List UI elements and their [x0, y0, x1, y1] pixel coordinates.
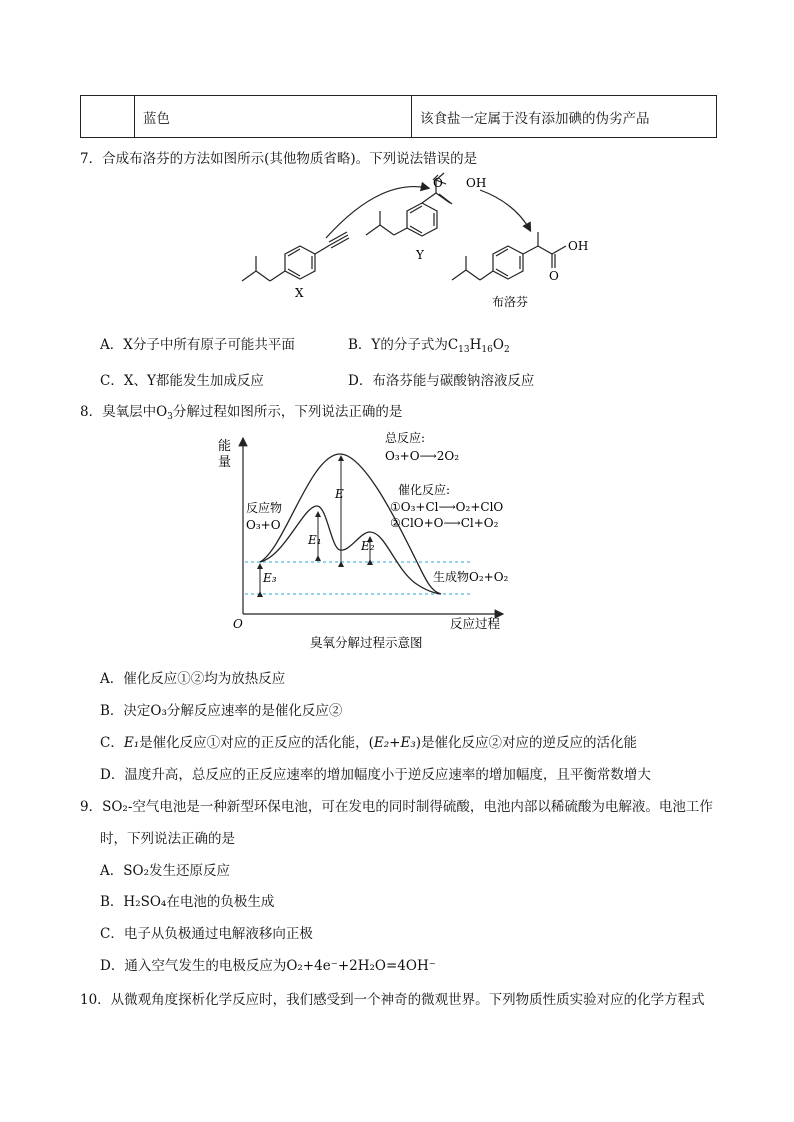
- q9-stem-line2: 时，下列说法正确的是: [100, 831, 235, 847]
- table-cell-color: 蓝色: [135, 96, 412, 138]
- q8-option-d[interactable]: D．温度升高，总反应的正反应速率的增加幅度小于逆反应速率的增加幅度，且平衡常数增大: [100, 767, 651, 783]
- y-axis-label-1: 能: [218, 439, 232, 454]
- q9-option-a[interactable]: A．SO₂发生还原反应: [100, 863, 230, 879]
- total-reaction-equation: O₃+O⟶2O₂: [385, 449, 460, 463]
- diagram-caption: 臭氧分解过程示意图: [310, 635, 423, 650]
- catalytic-reaction-title: 催化反应:: [398, 483, 451, 497]
- q8-option-a[interactable]: A．催化反应①②均为放热反应: [100, 671, 286, 687]
- product-label: 生成物O₂+O₂: [433, 570, 509, 584]
- x-axis-label: 反应过程: [450, 616, 501, 631]
- q7-label-oh1: OH: [466, 176, 487, 190]
- q7-option-a[interactable]: A．X分子中所有原子可能共平面: [100, 337, 295, 353]
- q9-option-d[interactable]: D．通入空气发生的电极反应为O₂+4e⁻+2H₂O=4OH⁻: [100, 958, 436, 974]
- q8-stem: 8．臭氧层中$O_3$分解过程如图所示，下列说法正确的是: [80, 404, 403, 422]
- q7-synthesis-diagram: [230, 168, 610, 318]
- table-cell-conclusion: 该食盐一定属于没有添加碘的伪劣产品: [412, 96, 717, 138]
- q7-label-x: X: [295, 286, 304, 300]
- e-label: E: [335, 487, 344, 501]
- q10-stem: 10．从微观角度探析化学反应时，我们感受到一个神奇的微观世界。下列物质性质实验对应的化学方程式: [80, 992, 705, 1008]
- table-row: [81, 96, 717, 138]
- q7-label-y: Y: [416, 248, 424, 262]
- e3-label: E₃: [263, 571, 277, 585]
- molecule-x: [242, 232, 349, 281]
- q7-option-b[interactable]: B．Y的分子式为$C_{13}H_{16}O_2$: [348, 337, 510, 355]
- q9-option-b[interactable]: B．H₂SO₄在电池的负极生成: [100, 894, 275, 910]
- q7-label-ibuprofen: 布洛芬: [492, 295, 529, 309]
- reactant-label-1: 反应物: [246, 501, 283, 515]
- q7-option-c[interactable]: C．X、Y都能发生加成反应: [100, 373, 264, 389]
- reactant-label-2: O₃+O: [246, 518, 281, 532]
- q7-stem: 7．合成布洛芬的方法如图所示(其他物质省略)。下列说法错误的是: [80, 151, 478, 167]
- q7-label-oxy2: O: [549, 269, 559, 283]
- catalytic-reaction-1: ①O₃+Cl⟶O₂+ClO: [390, 500, 504, 514]
- e2-label: E₂: [361, 539, 375, 553]
- catalytic-reaction-2: ②ClO+O⟶Cl+O₂: [390, 516, 499, 530]
- q8-energy-diagram: [215, 428, 515, 653]
- q8-option-b[interactable]: B．决定O₃分解反应速率的是催化反应②: [100, 703, 343, 719]
- answer-table: [80, 95, 717, 138]
- table-cell-empty: [81, 96, 135, 138]
- q7-label-oxy1: O: [433, 176, 443, 190]
- q7-option-d[interactable]: D．布洛芬能与碳酸钠溶液反应: [348, 373, 535, 389]
- q7-label-oh2: OH: [568, 239, 589, 253]
- e1-label: E₁: [308, 533, 322, 547]
- q9-option-c[interactable]: C．电子从负极通过电解液移向正极: [100, 926, 313, 942]
- y-axis-label-2: 量: [218, 455, 232, 470]
- origin-label: O: [233, 617, 243, 631]
- q8-option-c[interactable]: C．E₁是催化反应①对应的正反应的活化能，(E₂+E₃)是催化反应②对应的逆反应的活化能: [100, 735, 638, 751]
- q9-stem-line1: 9．SO₂-空气电池是一种新型环保电池，可在发电的同时制得硫酸，电池内部以稀硫酸为电解液。电池工作: [80, 799, 713, 815]
- total-reaction-title: 总反应:: [385, 431, 426, 445]
